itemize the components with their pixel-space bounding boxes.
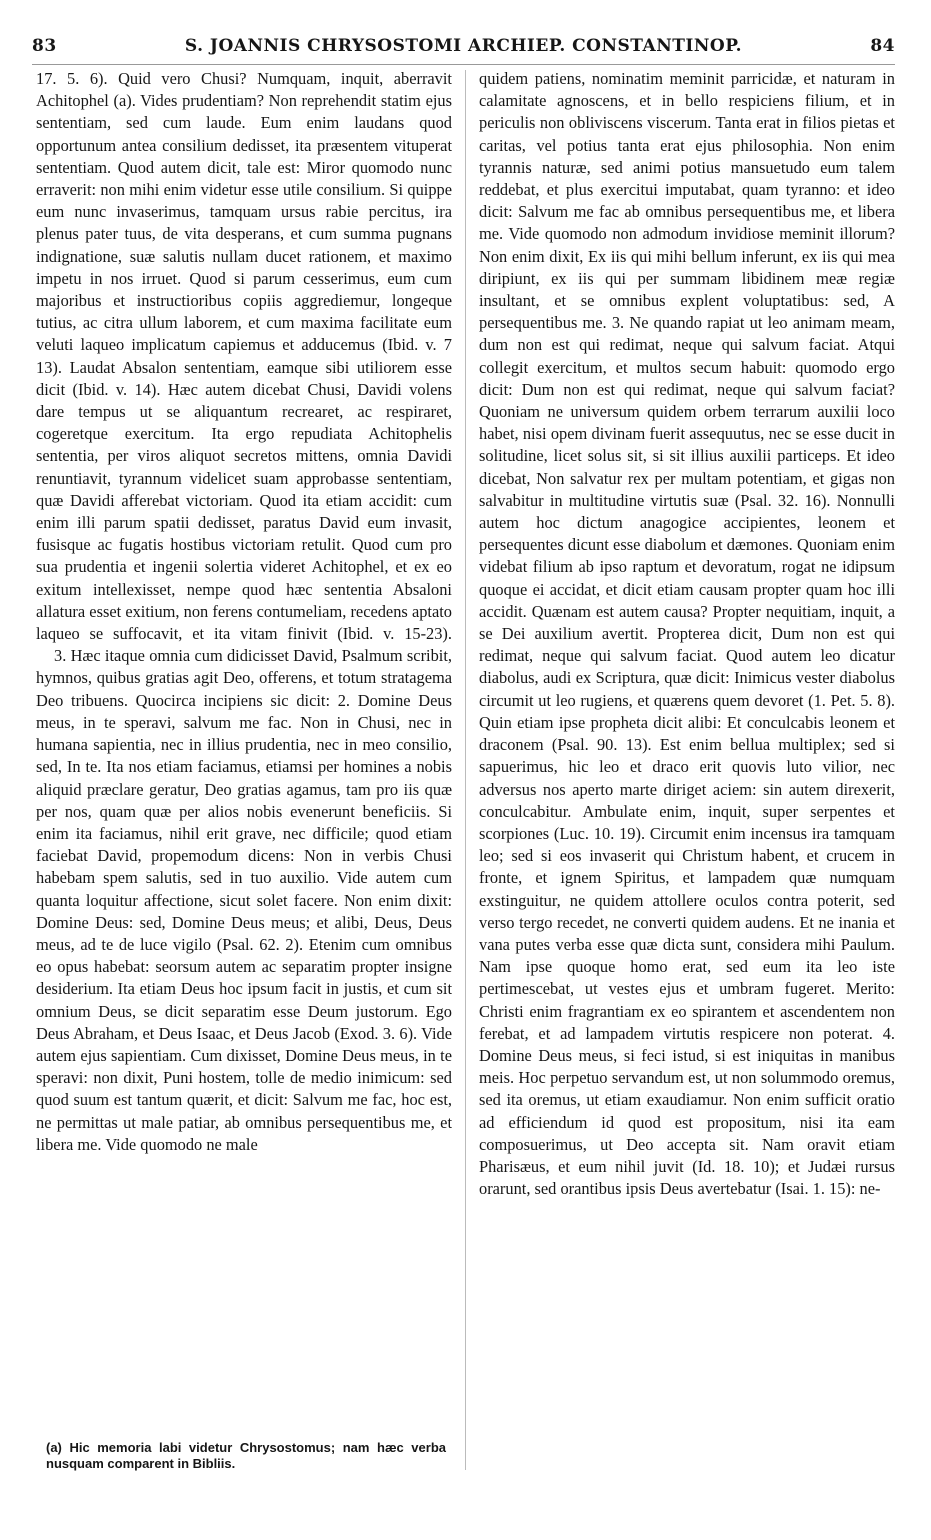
column-divider	[465, 70, 466, 1470]
right-paragraph-1: quidem patiens, nominatim meminit parricidæ, et naturam in calamitate agnoscens, et in bello respiciens filium, et in periculis non obliviscens viscerum. Tanta erat in filios pietas et caritas, vel potius tanta erat ejus philosophia. Non enim tyrannis naturæ, sed animi potius mansuetudo eum talem reddebat, et plus exercitui imputabat, quam tyranno: et ideo dicit: Salvum me fac ab omnibus persequentibus me, et libera me. Vide quomodo non admodum invidiose meminit illorum? Non enim dixit, Ex iis qui mihi bellum inferunt, ex iis qui mea diripiunt, ex iis qui per summam libidinem meæ regiæ insultant, et se omnibus explent voluptatibus: sed, A persequentibus me. 3. Ne quando rapiat ut leo animam meam, dum non est qui redimat, neque qui salvum faciat. Atqui collegit exercitum, et multos secum habuit: quomodo ergo dicit: Dum non est qui redimat, neque qui salvum faciat? Quoniam ne universum quidem orbem terrarum auxilii loco habet, nisi opem divinam fuerit assequutus, nec se esse ducit in solitudine, licet solus sit, si sit illius auxilii particeps. Et ideo dicebat, Non salvatur rex per multam potentiam, et gigas non salvabitur in multitudine virtutis suæ (Psal. 32. 16). Nonnulli autem hoc dictum anagogice accipientes, leonem et persequentes dicunt esse diabolum et dæmones. Quoniam enim videbat filium ab ipso raptum et devoratum, rogat ne idipsum quoque ei accidat, et dicit etiam causam propter quam hoc illi accidit. Quænam est autem causa? Propter nequitiam, inquit, a se Dei auxilium avertit. Propterea dicit, Dum non est qui redimat, neque qui salvum faciat. Quod autem leo dicatur diabolus, audi ex Scriptura, quæ dicit: Inimicus vester diabolus circumit ut leo rugiens, et quærens quem devoret (1. Pet. 5. 8). Quin etiam ipse propheta dicit alibi: Et conculcabis leonem et draconem (Psal. 90. 13). Est enim bellua multiplex; sed si sapuerimus, hic leo et draco erit quovis luto vilior, nec adversus nos aperto marte diriget aciem: sin autem direxerit, conculcabitur. Ambulate enim, inquit, super serpentes et scorpiones (Luc. 10. 19). Circumit enim incensus ira tamquam leo; sed si eos invaserit qui Christum habent, et crucem in fronte, et ignem Spiritus, et lampadem quæ numquam exstinguitur, ne quidem attollere oculos contra poterit, sed verso tergo recedet, ne converti quidem audens. Et ne inania et vana putes verba esse quæ dicta sunt, considera mihi Paulum. Nam ipse quoque homo erat, sed eum ita leo iste pertimescebat, ut vestes ejus et umbram fugeret. Merito: Christi enim fragrantiam ex eo spirantem et ascendentem non ferebat, et ad lampadem virtutis respicere non poterat. 4. Domine Deus meus, si feci istud, si est iniquitas in manibus meis. Hoc perpetuo servandum est, ut non solummodo oremus, sed ita oremus, ut etiam exaudiamur. Non enim sufficit oratio ad efficiendum id quod est propositum, nisi ita eam composuerimus, ut Deo accepta sit. Nam oravit etiam Pharisæus, et eum nihil juvit (Id. 18. 10); et Judæi rursus orarunt, sed orantibus ipsis Deus avertebatur (Isai. 1. 15): ne-	[479, 69, 895, 1199]
footnote: (a) Hic memoria labi videtur Chrysostomus; nam hæc verba nusquam comparent in Bibliis.	[46, 1440, 446, 1471]
page-number-right: 84	[870, 36, 895, 56]
left-paragraph-1: 17. 5. 6). Quid vero Chusi? Numquam, inquit, aberravit Achitophel (a). Vides prudentiam? Non reprehendit statim ejus sententiam, sed cum laude. Eum enim laudans quod opportunum antea consilium dedisset, ita præsentem vituperat sententiam. Quod autem dicit, tale est: Miror quomodo nunc erraverit: non mihi enim videtur esse utile consilium. Si quippe eum nunc invaserimus, tamquam ursus rabie percitus, ira plenus pater tuus, de vita desperans, et cum summa pugnans indignatione, suæ salutis nullam ducet rationem, et maximo impetu in nos irruet. Quod si parum cesserimus, eum cum majoribus et instructioribus copiis aggrediemur, longeque tutius, ac citra ullum laborem, et cum maxima facilitate eum veluti laqueo implicatum capiemus et adducemus (Ibid. v. 7 13). Laudat Absalon sententiam, eamque sibi utiliorem esse dicit (Ibid. v. 14). Hæc autem dicebat Chusi, Davidi volens dare tempus ut se aliquantum recrearet, ac respiraret, cogeretque exercitum. Ita ergo repudiata Achitophelis sententia, per viros aliquot secretos mittens, omnia Davidi renuntiavit, tyrannum videlicet suam approbasse sententiam, quæ Davidi afferebat victoriam. Quod ita etiam accidit: cum enim illi parum spatii dedisset, paratus David eum invasit, fusisque ac fugatis hostibus victoriam retulit. Quod cum pro sua prudentia et ingenii solertia videret Achitophel, et ex eo exitum intellexisset, nempe quod hæc sententia Absaloni allatura esset exitium, non ferens contumeliam, recedens aptato laqueo se suffocavit, et ita vitam finivit (Ibid. v. 15-23).	[36, 69, 452, 644]
running-header	[32, 28, 895, 65]
left-column	[36, 68, 452, 1156]
left-paragraph-2: 3. Hæc itaque omnia cum didicisset David, Psalmum scribit, hymnos, quibus gratias agit Deo, offerens, et totum stratagema Deo tribuens. Quocirca incipiens sic dicit: 2. Domine Deus meus, in te speravi, salvum me fac. Non in Chusi, nec in humana sapientia, nec in illius prudentia, nec in meo consilio, sed, In te. Ita nos etiam faciamus, etiamsi per homines a nobis aliquid præclare geratur, Deo gratias agamus, tam pro iis quæ per nos, quam quæ per alios nobis evenerunt beneficiis. Si enim ita faciamus, nihil erit grave, nec difficile; quod etiam faciebat David, propemodum dicens: Non in verbis Chusi habebam spem salutis, sed in tuo auxilio. Vide autem cum quanta loquitur affectione, sicut solet facere. Non enim dixit: Domine Deus: sed, Domine Deus meus; et alibi, Deus, Deus meus, ad te de luce vigilo (Psal. 62. 2). Etenim cum omnibus eo opus habebat: seorsum autem ac separatim propter insigne desiderium. Ita etiam Deus hoc ipsum facit in justis, et cum sit omnium Deus, se dicit separatim esse Deum justorum. Ego Deus Abraham, et Deus Isaac, et Deus Jacob (Exod. 3. 6). Vide autem ejus sapientiam. Cum dixisset, Domine Deus meus, in te speravi: non dixit, Puni hostem, tolle de medio inimicum: sed quod suum est tantum quærit, et dicit: Salvum me fac, hoc est, ne permittas ut male patiar, ab omnibus persequentibus me, et libera me. Vide quomodo ne male	[36, 646, 452, 1154]
running-title: S. JOANNIS CHRYSOSTOMI ARCHIEP. CONSTANTINOP.	[184, 36, 743, 56]
right-column	[479, 68, 895, 1200]
page-number-left: 83	[32, 36, 57, 56]
